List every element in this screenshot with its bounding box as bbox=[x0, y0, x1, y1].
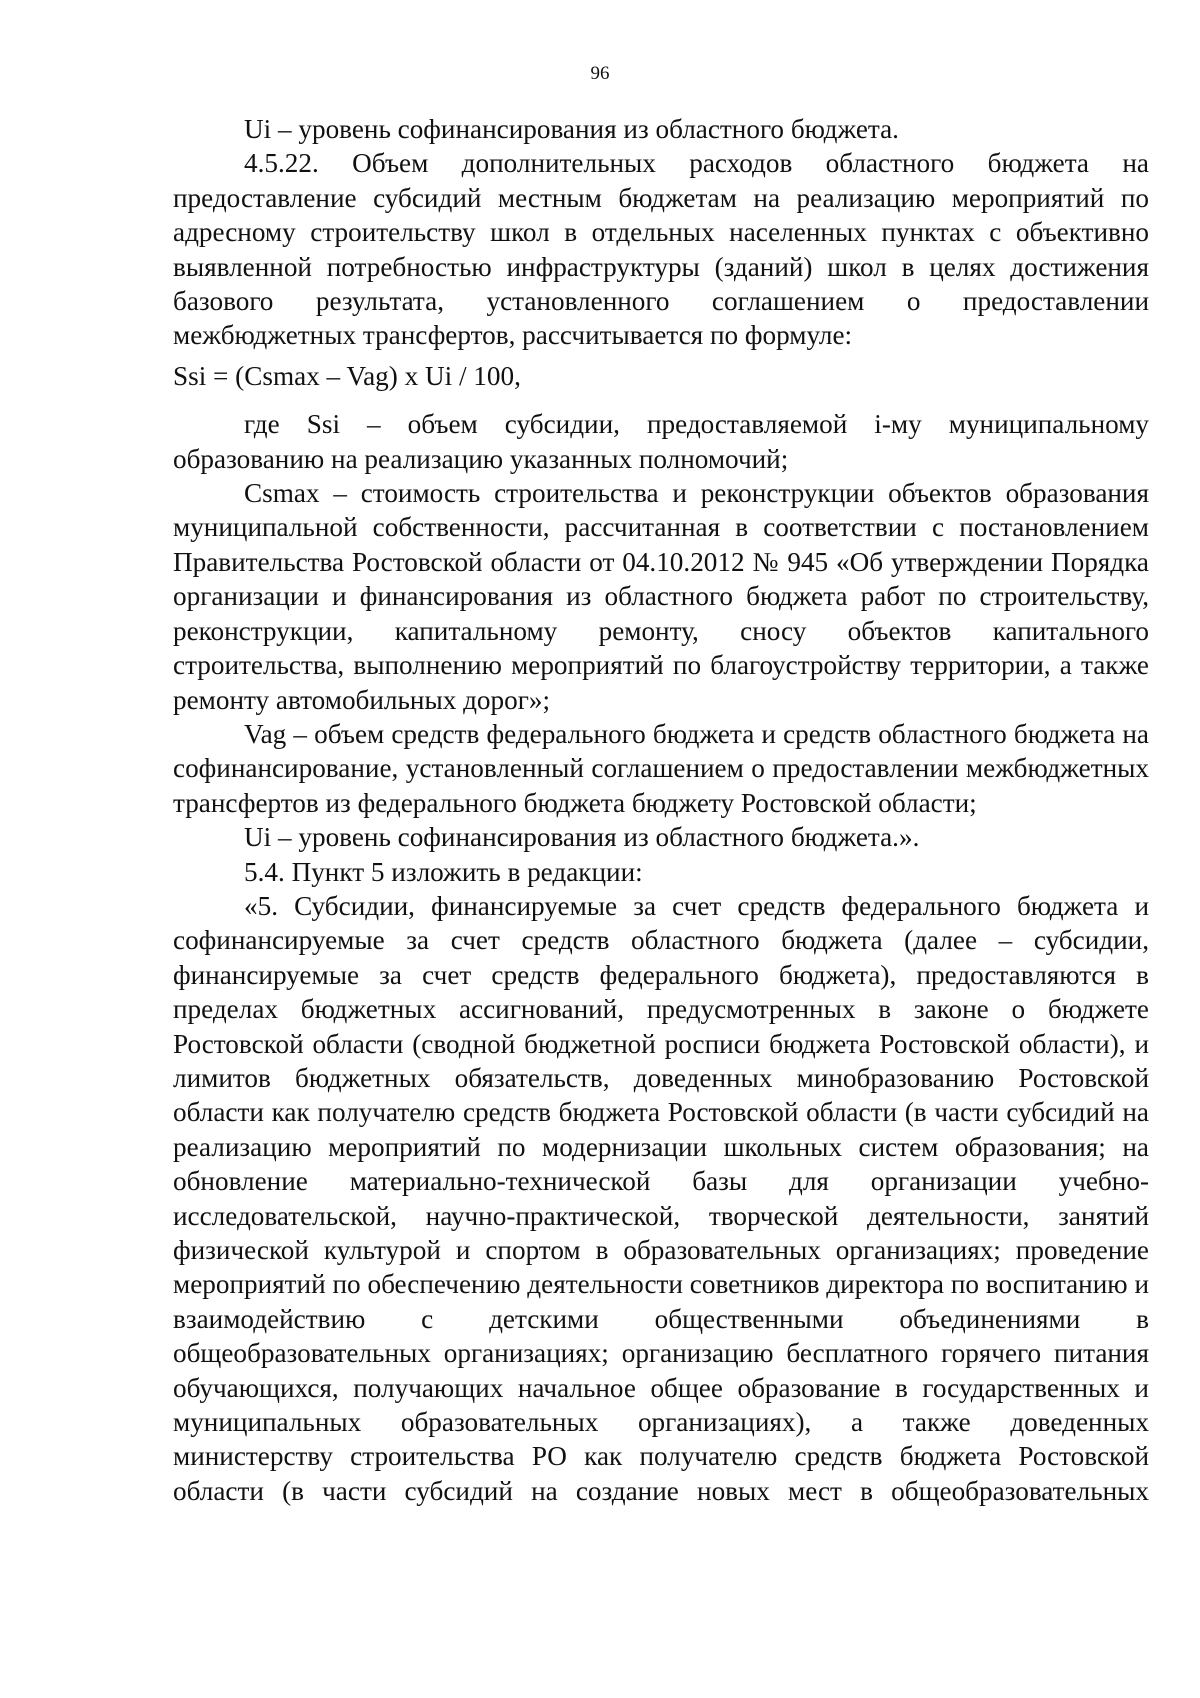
paragraph-csmax-definition: Csmax – стоимость строительства и реконструкции объектов образования муниципальной собственности, рассчитанная в соответствии с постановлением Правительства Ростовской области от 04.10.2012 № 945 «Об утверждении Порядка организации и финансирования из областного бюджета работ по строительству, реконструкции, капитальному ремонту, сносу объектов капитального строительства, выполнению мероприятий по благоустройству территории, а также ремонту автомобильных дорог»; bbox=[173, 478, 1149, 715]
paragraph-4-5-22: 4.5.22. Объем дополнительных расходов областного бюджета на предоставление субсидий местным бюджетам на реализацию мероприятий по адресному строительству школ в отдельных населенных пунктах с объективно выявленной потребностью инфраструктуры (зданий) школ в целях достижения базового результата, установленного соглашением о предоставлении межбюджетных трансфертов, рассчитывается по формуле: bbox=[173, 148, 1149, 351]
document-body bbox=[173, 112, 1149, 1508]
page-number: 96 bbox=[590, 63, 610, 84]
paragraph-ui-definition-closing: Ui – уровень софинансирования из областного бюджета.». bbox=[244, 822, 920, 853]
paragraph-ui-definition: Ui – уровень софинансирования из областного бюджета. bbox=[244, 114, 899, 144]
formula: Ssi = (Csmax – Vag) x Ui / 100, bbox=[173, 360, 521, 391]
paragraph-ssi-definition: где Ssi – объем субсидии, предоставляемой i-му муниципальному образованию на реализацию указанных полномочий; bbox=[173, 409, 1149, 474]
paragraph-5-subsidies: «5. Субсидии, финансируемые за счет средств федерального бюджета и софинансируемые за счет средств областного бюджета (далее – субсидии, финансируемые за счет средств федерального бюджета), предоставляются в пределах бюджетных ассигнований, предусмотренных в законе о бюджете Ростовской области (сводной бюджетной росписи бюджета Ростовской области), и лимитов бюджетных обязательств, доведенных минобразованию Ростовской области как получателю средств бюджета Ростовской области (в части субсидий на реализацию мероприятий по модернизации школьных систем образования; на обновление материально-технической базы для организации учебно-исследовательской, научно-практической, творческой деятельности, занятий физической культурой и спортом в образовательных организациях; проведение мероприятий по обеспечению деятельности советников директора по воспитанию и взаимодействию с детскими общественными объединениями в общеобразовательных организациях; организацию бесплатного горячего питания обучающихся, получающих начальное общее образование в государственных и муниципальных образовательных организациях), а также доведенных министерству строительства РО как получателю средств бюджета Ростовской области (в части субсидий на создание новых мест в общеобразовательных bbox=[173, 890, 1149, 1506]
paragraph-vag-definition: Vag – объем средств федерального бюджета и средств областного бюджета на софинансирование, установленный соглашением о предоставлении межбюджетных трансфертов из федерального бюджета бюджету Ростовской области; bbox=[173, 718, 1149, 818]
paragraph-5-4: 5.4. Пункт 5 изложить в редакции: bbox=[244, 856, 643, 887]
